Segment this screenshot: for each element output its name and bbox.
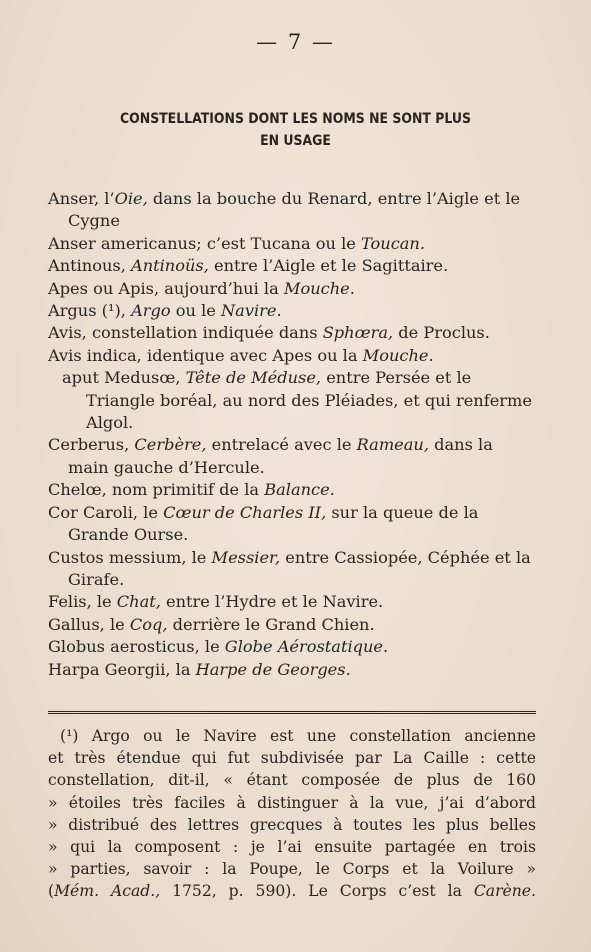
footnote-text: (: [48, 882, 55, 901]
entry-text: Cor Caroli, le: [48, 502, 164, 522]
entry-italic: Mouche.: [283, 278, 355, 298]
entry-text: Antinous,: [48, 256, 131, 276]
entry-text: Avis indica, identique avec Apes ou la: [48, 345, 363, 365]
entry-italic: Navire.: [221, 301, 282, 321]
entry-text: dans la bouche du Renard, entre l’Aigle et le Cygne: [68, 189, 521, 231]
footnote-text: 1752, p. 590). Le Corps c’est la: [160, 882, 474, 901]
entry-text: derrière le Grand Chien.: [167, 614, 375, 634]
entry-text: Apes ou Apis, aujourd’hui la: [48, 278, 284, 298]
entry-text: entrelacé avec le: [206, 435, 357, 455]
entry-italic: Sphœra,: [322, 323, 394, 343]
entry-italic: Oie,: [114, 189, 148, 208]
entry-text: Gallus, le: [48, 614, 130, 634]
entry-text: Globus aerosticus, le: [48, 637, 225, 657]
footnote-marker: (¹): [60, 727, 79, 745]
constellation-entry: [48, 614, 536, 636]
entry-italic: Coq,: [129, 614, 168, 634]
chapter-heading: [41, 108, 549, 152]
constellation-entry: [48, 322, 536, 344]
entry-text: Anser, l’: [48, 189, 115, 208]
constellation-entry: [48, 636, 536, 658]
entry-text: aput Medusœ,: [62, 368, 186, 388]
entry-text: entre l’Aigle et le Sagittaire.: [208, 256, 449, 276]
constellation-entry: [48, 591, 536, 613]
entry-italic: Mouche.: [362, 345, 434, 365]
footnote-line: [48, 880, 536, 902]
constellation-entry: [48, 659, 536, 681]
page-number: — 7 —: [256, 30, 335, 54]
entry-text: Argus (¹),: [48, 301, 132, 321]
entry-italic: Tête de Méduse,: [185, 368, 322, 388]
entry-text: Anser americanus; c’est Tucana ou le: [48, 233, 361, 253]
constellation-entry: [48, 233, 536, 255]
entry-text: Felis, le: [48, 592, 117, 612]
entry-text: de Proclus.: [393, 323, 490, 343]
footnote-text: Argo ou le Navire est une constellation ancienne: [91, 727, 536, 745]
entry-text: dans la main gauche d’Hercule.: [68, 435, 493, 477]
entry-italic: Rameau,: [356, 435, 429, 455]
constellation-entry: [48, 547, 536, 592]
entry-text: Cerberus,: [48, 435, 135, 455]
constellation-entry: [48, 345, 536, 367]
footnote: [48, 725, 536, 903]
constellation-entry: [48, 434, 536, 479]
footnote-rule: [48, 711, 536, 716]
entry-text: Avis, constellation indiquée dans: [48, 323, 323, 343]
constellation-entry: [48, 479, 536, 501]
entry-italic: Argo: [131, 301, 171, 321]
entry-text: entre Persée et le Triangle boréal, au nord des Pléiades, et qui renferme Algol.: [86, 368, 532, 433]
heading-line-1: CONSTELLATIONS DONT LES NOMS NE SONT PLUS: [120, 111, 471, 127]
entry-text: Custos messium, le: [48, 547, 212, 567]
entry-italic: Chat,: [116, 592, 161, 612]
footnote-line: constellation, dit-il, « étant composée de plus de 160: [48, 771, 536, 790]
footnote-line: » étoiles très faciles à distinguer à la vue, j’ai d’abord: [48, 793, 536, 812]
constellation-entry: [48, 300, 536, 322]
footnote-line: » qui la composent : je l’ai ensuite partagée en trois: [48, 838, 536, 857]
heading-line-2: EN USAGE: [260, 133, 331, 149]
entry-italic: Antinoüs,: [131, 256, 209, 276]
constellation-entry: [48, 188, 536, 233]
footnote-line: » parties, savoir : la Poupe, le Corps et la Voilure »: [48, 860, 536, 879]
entry-italic: Globe Aérostatique.: [224, 637, 389, 657]
entry-text: Harpa Georgii, la: [48, 659, 196, 679]
footnote-line: [48, 725, 536, 747]
entry-text: ou le: [170, 301, 222, 321]
footnote-italic: Mém. Acad.,: [54, 882, 161, 901]
entry-italic: Messier,: [211, 547, 281, 567]
constellation-entry: [48, 278, 536, 300]
footnote-line: » distribué des lettres grecques à toutes les plus belles: [48, 815, 536, 834]
entry-text: sur la queue de la Grande Ourse.: [68, 502, 479, 545]
entry-text: entre Cassiopée, Céphée et la Girafe.: [68, 547, 531, 589]
footnote-line: et très étendue qui fut subdivisée par La Caille : cette: [48, 749, 536, 768]
entry-italic: Balance.: [264, 480, 335, 500]
entry-italic: Toucan.: [361, 233, 425, 253]
constellation-entry: [48, 255, 536, 277]
constellation-entry: [48, 502, 536, 547]
entry-text: entre l’Hydre et le Navire.: [160, 592, 384, 612]
entry-italic: Harpe de Georges.: [195, 659, 351, 679]
entry-text: Chelœ, nom primitif de la: [48, 480, 265, 500]
entry-italic: Cerbère,: [134, 435, 207, 455]
constellation-entry: [48, 367, 536, 434]
footnote-italic: Carène.: [473, 882, 536, 901]
constellation-list: [48, 188, 536, 681]
entry-italic: Cœur de Charles II,: [163, 502, 327, 522]
